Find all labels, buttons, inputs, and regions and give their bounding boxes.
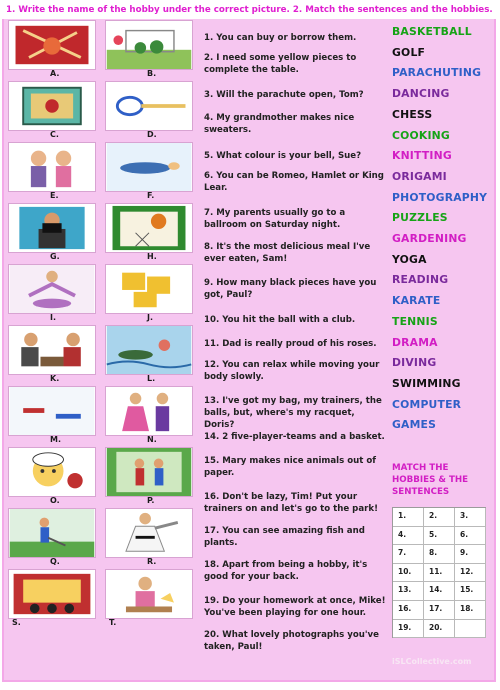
- answer-cell[interactable]: 6.: [455, 527, 486, 546]
- picture-letter-a: A.: [50, 69, 60, 78]
- hobby-word: SWIMMING: [392, 376, 461, 390]
- hobby-word: GAMES: [392, 418, 437, 432]
- hobby-word: YOGA: [392, 252, 427, 266]
- answer-cell[interactable]: 1.: [393, 508, 424, 527]
- hobby-word: DIVING: [392, 356, 437, 370]
- sentence-2: 2. I need some yellow pieces to complete the table.: [204, 53, 357, 75]
- picture-puzzles: [105, 264, 193, 314]
- sentence-9: 9. How many black pieces have you got, Paul?: [204, 278, 377, 300]
- picture-theatre: [8, 569, 96, 619]
- answer-cell[interactable]: 20.: [424, 620, 455, 639]
- answer-cell[interactable]: 19.: [393, 620, 424, 639]
- hobby-word: PUZZLES: [392, 211, 448, 225]
- picture-drama: [8, 142, 96, 192]
- hobby-word: ORIGAMI: [392, 169, 447, 183]
- hobby-word: GARDENING: [392, 232, 467, 245]
- picture-tennis: [105, 81, 193, 131]
- picture-photography: [8, 203, 96, 253]
- picture-basketball: [105, 203, 193, 253]
- watermark: iSLCollective.com: [392, 657, 472, 666]
- picture-swimming: [105, 325, 193, 375]
- picture-letter-b: B.: [147, 69, 157, 78]
- answer-cell[interactable]: 2.: [424, 508, 455, 527]
- picture-yoga: [8, 264, 96, 314]
- hobby-word: DANCING: [392, 87, 450, 101]
- sentence-8: 8. It's the most delicious meal I've ever eaten, Sam!: [204, 242, 371, 264]
- sentence-11: 11. Dad is really proud of his roses.: [204, 339, 377, 349]
- picture-parachuting: [8, 386, 96, 436]
- answer-cell[interactable]: 7.: [393, 545, 424, 564]
- answer-cell[interactable]: 14.: [424, 582, 455, 601]
- sentence-7: 7. My parents usually go to a ballroom on Saturday night.: [204, 208, 346, 230]
- answer-cell[interactable]: 13.: [393, 582, 424, 601]
- picture-letter-e: E.: [50, 191, 59, 200]
- sentence-16: 16. Don't be lazy, Tim! Put your trainers on and let's go to the park!: [204, 492, 378, 514]
- picture-letter-o: O.: [50, 496, 60, 505]
- hobby-word: PARACHUTING: [392, 66, 482, 80]
- hobby-word: CHESS: [392, 107, 433, 121]
- hobby-word: GOLF: [392, 45, 426, 59]
- picture-running: [105, 447, 193, 497]
- sentence-17: 17. You can see amazing fish and plants.: [204, 526, 365, 548]
- picture-letter-n: N.: [147, 435, 157, 444]
- picture-chess: [8, 325, 96, 375]
- picture-letter-m: M.: [50, 435, 61, 444]
- picture-origami: [105, 569, 193, 619]
- answer-cell[interactable]: 10.: [393, 564, 424, 583]
- picture-knitting: [8, 20, 96, 70]
- hobby-word: PHOTOGRAPHY: [392, 190, 488, 204]
- hobby-word: DRAMA: [392, 335, 438, 349]
- answer-cell[interactable]: 16.: [393, 601, 424, 620]
- picture-letter-j: J.: [147, 313, 154, 322]
- picture-letter-g: G.: [50, 252, 60, 261]
- sentence-14: 14. 2 five-player-teams and a basket.: [204, 432, 385, 442]
- answer-cell[interactable]: 12.: [455, 564, 486, 583]
- answer-cell[interactable]: 15.: [455, 582, 486, 601]
- hobby-word: TENNIS: [392, 314, 438, 328]
- hobby-word: BASKETBALL: [392, 25, 472, 38]
- picture-dancing: [105, 386, 193, 436]
- sentence-18: 18. Apart from being a hobby, it's good for your back.: [204, 560, 368, 582]
- sentence-1: 1. You can buy or borrow them.: [204, 33, 357, 43]
- picture-letter-k: K.: [50, 374, 60, 383]
- picture-golf: [8, 508, 96, 558]
- picture-karate: [105, 508, 193, 558]
- picture-diving: [105, 142, 193, 192]
- sentence-13: 13. I've got my bag, my trainers, the balls, but, where's my racquet, Doris?: [204, 396, 382, 430]
- sentence-4: 4. My grandmother makes nice sweaters.: [204, 113, 355, 135]
- picture-letter-r: R.: [147, 557, 157, 566]
- picture-letter-d: D.: [147, 130, 157, 139]
- sentence-20: 20. What lovely photographs you've taken, Paul!: [204, 630, 379, 652]
- sentence-19: 19. Do your homework at once, Mike! You've been playing for one hour.: [204, 596, 386, 618]
- answer-cell[interactable]: 4.: [393, 527, 424, 546]
- sentence-10: 10. You hit the ball with a club.: [204, 315, 356, 325]
- sentence-12: 12. You can relax while moving your body slowly.: [204, 360, 380, 382]
- hobby-word: READING: [392, 273, 449, 287]
- picture-letter-p: P.: [147, 496, 155, 505]
- answer-cell[interactable]: 11.: [424, 564, 455, 583]
- hobby-word: KNITTING: [392, 149, 452, 163]
- answer-table: [392, 507, 486, 638]
- instructions-header: 1. Write the name of the hobby under the correct picture. 2. Match the sentences and the hobbies.: [2, 2, 496, 19]
- picture-letter-t: T.: [109, 618, 117, 627]
- picture-letter-h: H.: [147, 252, 157, 261]
- picture-computer-games: [8, 81, 96, 131]
- answer-cell[interactable]: 5.: [424, 527, 455, 546]
- hobby-word: KARATE: [392, 294, 441, 308]
- hobby-word: COOKING: [392, 128, 450, 142]
- picture-letter-i: I.: [50, 313, 57, 322]
- answer-cell[interactable]: 17.: [424, 601, 455, 620]
- picture-letter-f: F.: [147, 191, 155, 200]
- answer-cell[interactable]: 3.: [455, 508, 486, 527]
- sentence-5: 5. What colour is your bell, Sue?: [204, 151, 362, 161]
- answer-cell[interactable]: 18.: [455, 601, 486, 620]
- picture-letter-q: Q.: [50, 557, 60, 566]
- picture-cooking: [8, 447, 96, 497]
- picture-letter-l: L.: [147, 374, 156, 383]
- answer-cell[interactable]: 8.: [424, 545, 455, 564]
- sentence-3: 3. Will the parachute open, Tom?: [204, 90, 364, 100]
- hobby-word: COMPUTER: [392, 397, 462, 411]
- picture-gardening: [105, 20, 193, 70]
- answer-cell[interactable]: [455, 620, 486, 639]
- sentence-6: 6. You can be Romeo, Hamlet or King Lear.: [204, 171, 384, 193]
- sentence-15: 15. Mary makes nice animals out of paper.: [204, 456, 376, 478]
- match-title: MATCH THE HOBBIES & THE SENTENCES: [392, 463, 469, 497]
- picture-letter-c: C.: [50, 130, 59, 139]
- picture-letter-s: S.: [12, 618, 21, 627]
- answer-cell[interactable]: 9.: [455, 545, 486, 564]
